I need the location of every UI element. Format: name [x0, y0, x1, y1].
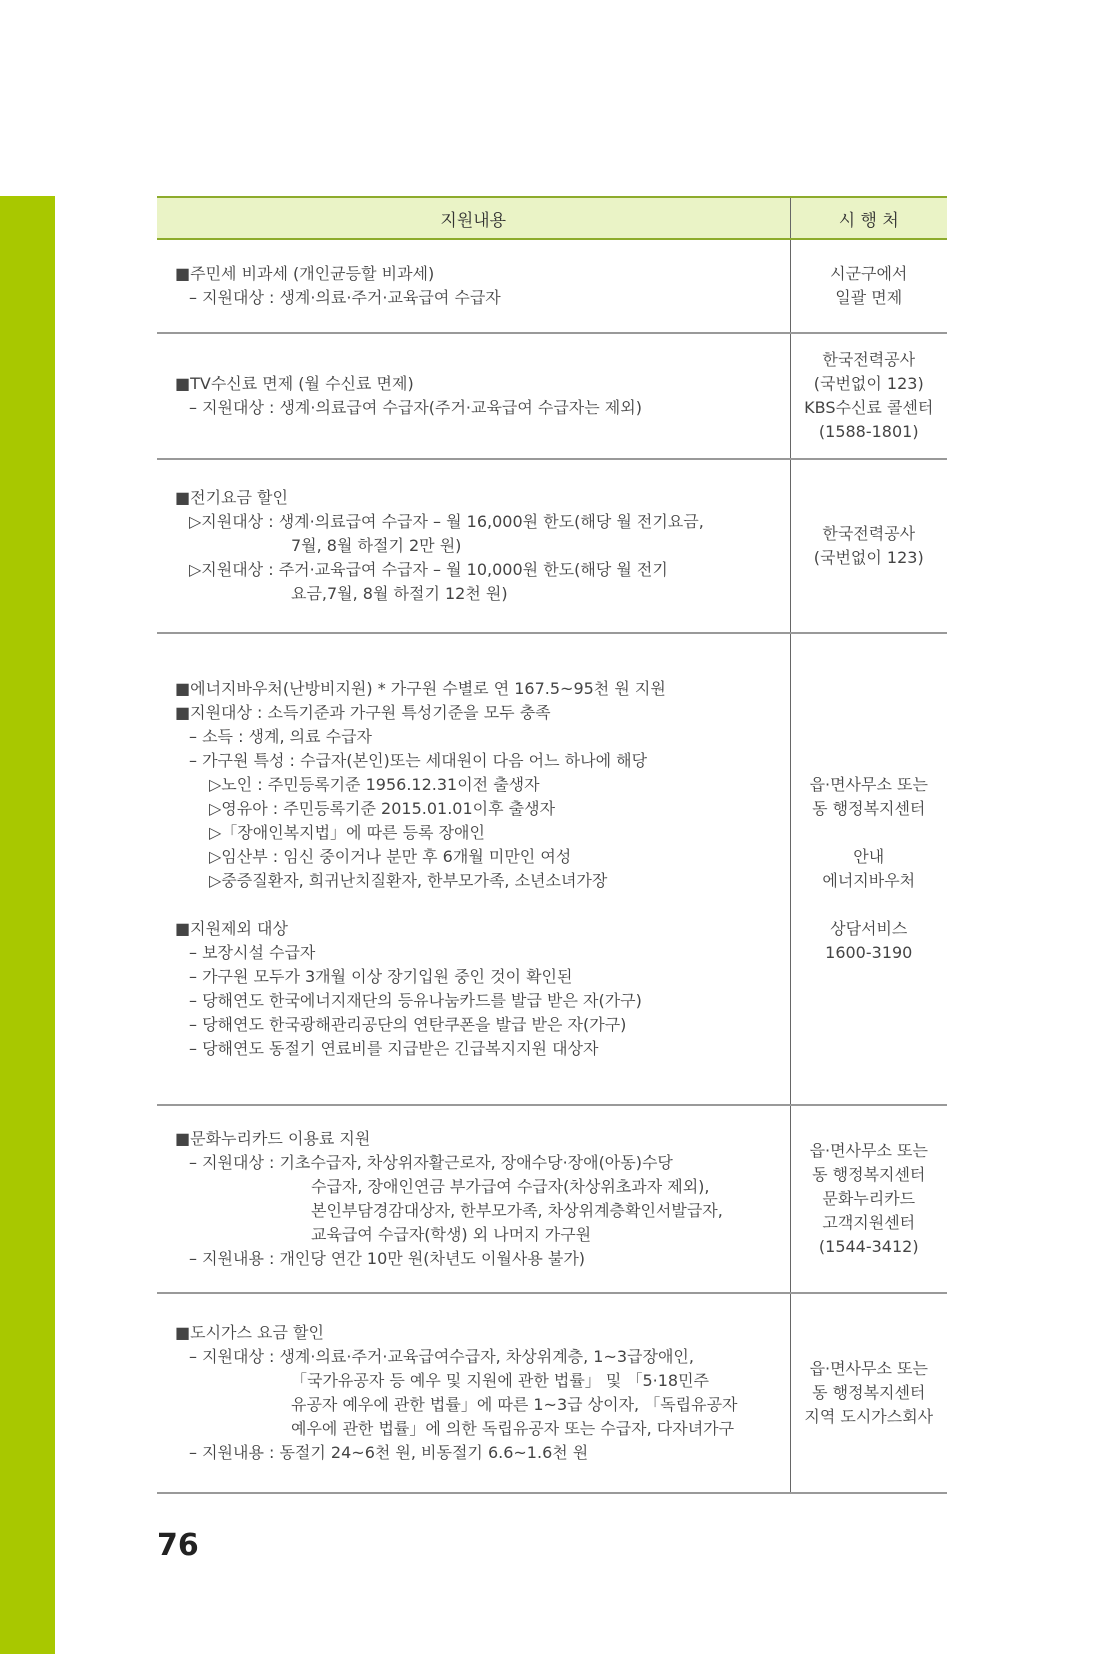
row-line: ■TV수신료 면제 (월 수신료 면제)	[175, 374, 414, 393]
row-line: ■주민세 비과세 (개인균등할 비과세)	[175, 264, 435, 283]
row-agency	[790, 1105, 947, 1293]
row-line: – 지원내용 : 개인당 연간 10만 원(차년도 이월사용 불가)	[189, 1249, 586, 1268]
header-agency: 시 행 처	[790, 197, 947, 239]
row-content	[157, 239, 790, 333]
row-line: ▷지원대상 : 주거·교육급여 수급자 – 월 10,000원 한도(해당 월 전기	[189, 560, 668, 579]
agency-line: 읍·면사무소 또는	[809, 1359, 928, 1378]
row-line: – 지원대상 : 생계·의료·주거·교육급여수급자, 차상위계층, 1~3급장애인,	[189, 1347, 694, 1366]
header-content: 지원내용	[157, 197, 790, 239]
row-line: 7월, 8월 하절기 2만 원)	[291, 536, 462, 555]
row-line: ■문화누리카드 이용료 지원	[175, 1129, 371, 1148]
agency-line: (국번없이 123)	[813, 548, 924, 567]
row-line: 수급자, 장애인연금 부가급여 수급자(차상위초과자 제외),	[311, 1177, 710, 1196]
agency-line: KBS수신료 콜센터	[804, 398, 934, 417]
row-agency	[790, 239, 947, 333]
row-line: – 소득 : 생계, 의료 수급자	[189, 727, 373, 746]
row-line: ▷지원대상 : 생계·의료급여 수급자 – 월 16,000원 한도(해당 월 전기요금,	[189, 512, 704, 531]
agency-line: 동 행정복지센터	[812, 1165, 926, 1184]
row-line: – 당해연도 한국에너지재단의 등유나눔카드를 발급 받은 자(가구)	[189, 991, 642, 1010]
row-line: 예우에 관한 법률」에 의한 독립유공자 또는 수급자, 다자녀가구	[291, 1419, 735, 1438]
row-line: – 가구원 모두가 3개월 이상 장기입원 중인 것이 확인된	[189, 967, 573, 986]
table-row	[157, 633, 947, 1105]
row-content	[157, 333, 790, 459]
row-line: – 당해연도 동절기 연료비를 지급받은 긴급복지지원 대상자	[189, 1039, 599, 1058]
row-agency	[790, 333, 947, 459]
agency-line: 안내	[853, 847, 885, 866]
agency-line: 한국전력공사	[822, 524, 916, 543]
agency-line: (1588-1801)	[818, 422, 919, 441]
table-row	[157, 459, 947, 633]
agency-line: 읍·면사무소 또는	[809, 775, 928, 794]
row-line: – 지원대상 : 기초수급자, 차상위자활근로자, 장애수당·장애(아동)수당	[189, 1153, 673, 1172]
agency-line: 에너지바우처	[822, 871, 916, 890]
table-header-row	[157, 197, 947, 239]
row-line: 본인부담경감대상자, 한부모가족, 차상위계층확인서발급자,	[311, 1201, 723, 1220]
agency-line: (국번없이 123)	[813, 374, 924, 393]
row-line: – 가구원 특성 : 수급자(본인)또는 세대원이 다음 어느 하나에 해당	[189, 751, 648, 770]
row-line: – 지원대상 : 생계·의료급여 수급자(주거·교육급여 수급자는 제외)	[189, 398, 642, 417]
row-line: ■에너지바우처(난방비지원) * 가구원 수별로 연 167.5~95천 원 지원	[175, 679, 666, 698]
table-row	[157, 333, 947, 459]
row-line: ■도시가스 요금 할인	[175, 1323, 324, 1342]
row-content	[157, 633, 790, 1105]
agency-line: 문화누리카드	[822, 1189, 916, 1208]
side-color-bar	[0, 196, 55, 1654]
agency-line: 한국전력공사	[822, 350, 916, 369]
row-agency	[790, 633, 947, 1105]
row-line: ■지원대상 : 소득기준과 가구원 특성기준을 모두 충족	[175, 703, 551, 722]
row-content	[157, 1293, 790, 1493]
table-row	[157, 1293, 947, 1493]
agency-line: 동 행정복지센터	[812, 799, 926, 818]
page-number: 76	[157, 1528, 199, 1563]
row-content	[157, 459, 790, 633]
row-line: – 지원내용 : 동절기 24~6천 원, 비동절기 6.6~1.6천 원	[189, 1443, 589, 1462]
row-line: 「국가유공자 등 예우 및 지원에 관한 법률」 및 「5·18민주	[291, 1371, 709, 1390]
row-line: 요금,7월, 8월 하절기 12천 원)	[291, 584, 508, 603]
row-line: – 지원대상 : 생계·의료·주거·교육급여 수급자	[189, 288, 501, 307]
row-content	[157, 1105, 790, 1293]
row-agency	[790, 459, 947, 633]
row-line: ▷중증질환자, 희귀난치질환자, 한부모가족, 소년소녀가장	[209, 871, 608, 890]
row-agency	[790, 1293, 947, 1493]
row-line: – 당해연도 한국광해관리공단의 연탄쿠폰을 발급 받은 자(가구)	[189, 1015, 627, 1034]
row-line: ▷영유아 : 주민등록기준 2015.01.01이후 출생자	[209, 799, 556, 818]
table-row	[157, 239, 947, 333]
agency-line: 읍·면사무소 또는	[809, 1141, 928, 1160]
agency-line: 고객지원센터	[822, 1213, 916, 1232]
agency-line: 동 행정복지센터	[812, 1383, 926, 1402]
agency-line: 1600-3190	[825, 943, 913, 962]
row-line: ■지원제외 대상	[175, 919, 288, 938]
row-line: 교육급여 수급자(학생) 외 나머지 가구원	[311, 1225, 592, 1244]
row-line: 유공자 예우에 관한 법률」에 따른 1~3급 상이자, 「독립유공자	[291, 1395, 738, 1414]
row-line: ▷「장애인복지법」에 따른 등록 장애인	[209, 823, 485, 842]
agency-line: 시군구에서	[830, 264, 908, 283]
row-line: ■전기요금 할인	[175, 488, 288, 507]
agency-line: 상담서비스	[830, 919, 908, 938]
agency-line: 지역 도시가스회사	[804, 1407, 934, 1426]
row-line: ▷노인 : 주민등록기준 1956.12.31이전 출생자	[209, 775, 540, 794]
support-table	[157, 196, 947, 1494]
row-line: ▷임산부 : 임신 중이거나 분만 후 6개월 미만인 여성	[209, 847, 572, 866]
table-row	[157, 1105, 947, 1293]
agency-line: (1544-3412)	[818, 1237, 919, 1256]
row-line: – 보장시설 수급자	[189, 943, 316, 962]
agency-line: 일괄 면제	[835, 288, 903, 307]
